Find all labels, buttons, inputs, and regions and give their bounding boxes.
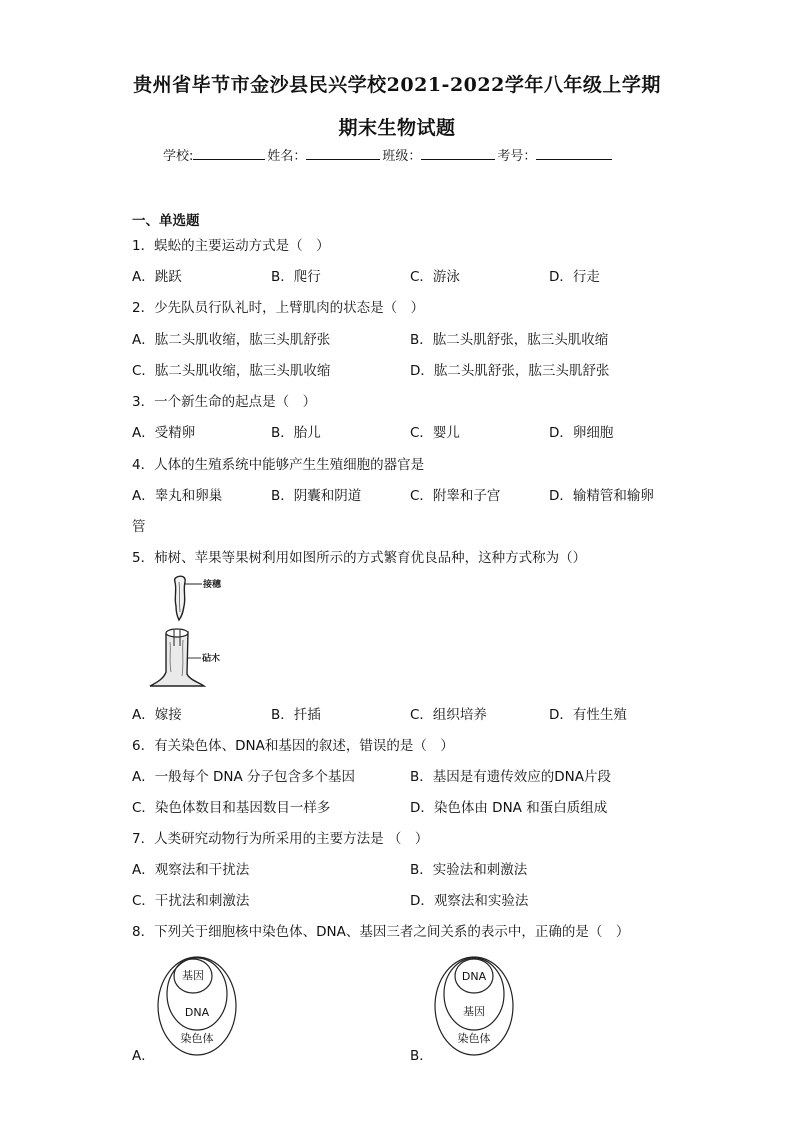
q1-option-a[interactable]: A．跳跃 (132, 269, 182, 285)
q4-option-d-wrap: 管 (132, 519, 146, 535)
q8-option-b[interactable]: B． (410, 1048, 433, 1064)
exam-title-line2: 期末生物试题 (338, 117, 456, 139)
q6-option-b[interactable]: B．基因是有遗传效应的DNA片段 (410, 769, 611, 785)
venn-b-middle-label: 基因 (463, 1005, 485, 1018)
venn-a-outer-label: 染色体 (180, 1032, 214, 1045)
q3-option-d[interactable]: D．卵细胞 (549, 425, 614, 441)
q5-option-c[interactable]: C．组织培养 (410, 707, 487, 723)
number-label: 考号： (497, 149, 537, 164)
q7-option-c[interactable]: C．干扰法和刺激法 (132, 893, 250, 909)
exam-title-line1: 贵州省毕节市金沙县民兴学校2021-2022学年八年级上学期 (133, 74, 661, 96)
question-2-stem: 2．少先队员行队礼时，上臂肌肉的状态是（ ） (132, 300, 425, 316)
q5-option-a[interactable]: A．嫁接 (132, 707, 182, 723)
q3-option-a[interactable]: A．受精卵 (132, 425, 196, 441)
q4-option-d[interactable]: D．输精管和输卵 (549, 488, 654, 504)
q4-option-a[interactable]: A．睾丸和卵巢 (132, 488, 223, 504)
q2-option-d[interactable]: D．肱二头肌舒张，肱三头肌舒张 (410, 363, 610, 379)
q4-option-c[interactable]: C．附睾和子宫 (410, 488, 501, 504)
stock-label: 砧木 (202, 654, 221, 664)
question-4-stem: 4．人体的生殖系统中能够产生生殖细胞的器官是 (132, 457, 425, 473)
question-1-stem: 1．蜈蚣的主要运动方式是（ ） (132, 238, 330, 254)
name-label: 姓名： (267, 149, 307, 164)
question-3-stem: 3．一个新生命的起点是（ ） (132, 394, 317, 410)
q8-option-a[interactable]: A． (132, 1048, 155, 1064)
venn-b-inner-label: DNA (461, 970, 487, 983)
question-6-stem: 6．有关染色体、DNA和基因的叙述，错误的是（ ） (132, 738, 454, 754)
class-blank[interactable] (421, 147, 495, 160)
q4-option-b[interactable]: B．阴囊和阴道 (271, 488, 362, 504)
venn-a-middle-label: DNA (184, 1006, 210, 1019)
name-blank[interactable] (306, 147, 380, 160)
scion-label: 接穗 (203, 580, 222, 590)
student-info-row (163, 145, 614, 164)
venn-a-inner-label: 基因 (182, 969, 204, 982)
q6-option-a[interactable]: A．一般每个 DNA 分子包含多个基因 (132, 769, 356, 785)
q6-option-c[interactable]: C．染色体数目和基因数目一样多 (132, 800, 331, 816)
q2-option-c[interactable]: C．肱二头肌收缩，肱三头肌收缩 (132, 363, 331, 379)
venn-diagram-b (432, 954, 516, 1058)
q2-option-b[interactable]: B．肱二头肌舒张，肱三头肌收缩 (410, 332, 609, 348)
school-blank[interactable] (193, 147, 265, 160)
q2-option-a[interactable]: A．肱二头肌收缩，肱三头肌舒张 (132, 332, 331, 348)
question-8-stem: 8．下列关于细胞核中染色体、DNA、基因三者之间关系的表示中，正确的是（ ） (132, 924, 630, 940)
q3-option-b[interactable]: B．胎儿 (271, 425, 321, 441)
q3-option-c[interactable]: C．婴儿 (410, 425, 460, 441)
venn-diagram-a (155, 954, 239, 1058)
q6-option-d[interactable]: D．染色体由 DNA 和蛋白质组成 (410, 800, 608, 816)
venn-b-outer-label: 染色体 (457, 1032, 491, 1045)
class-label: 班级： (382, 149, 422, 164)
q7-option-d[interactable]: D．观察法和实验法 (410, 893, 529, 909)
number-blank[interactable] (536, 147, 612, 160)
question-7-stem: 7．人类研究动物行为所采用的主要方法是 （ ） (132, 831, 429, 847)
school-label: 学校: (163, 149, 194, 164)
q1-option-c[interactable]: C．游泳 (410, 269, 460, 285)
grafting-figure (146, 572, 246, 692)
q1-option-d[interactable]: D．行走 (549, 269, 600, 285)
stock-shape (150, 632, 204, 686)
question-5-stem: 5．柿树、苹果等果树利用如图所示的方式繁育优良品种，这种方式称为（） (132, 550, 587, 566)
q5-option-b[interactable]: B．扦插 (271, 707, 321, 723)
q1-option-b[interactable]: B．爬行 (271, 269, 321, 285)
q5-option-d[interactable]: D．有性生殖 (549, 707, 627, 723)
q7-option-a[interactable]: A．观察法和干扰法 (132, 862, 250, 878)
section-heading: 一、单选题 (132, 213, 200, 229)
q7-option-b[interactable]: B．实验法和刺激法 (410, 862, 528, 878)
